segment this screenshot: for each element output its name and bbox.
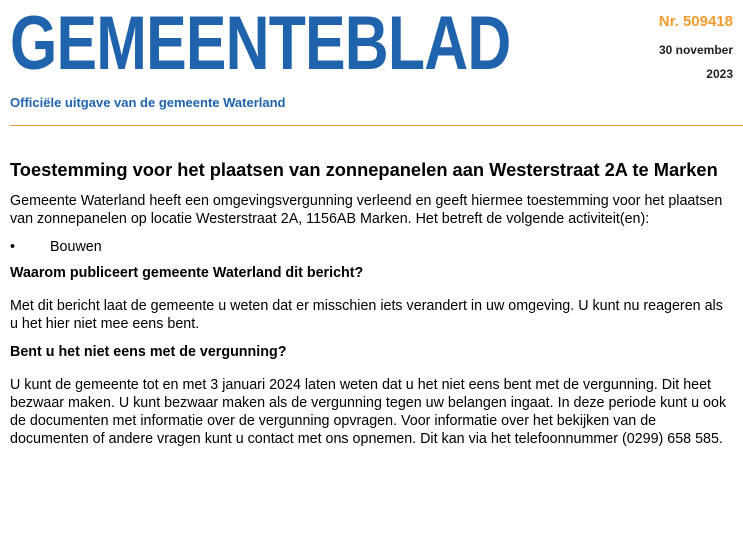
list-item-label: Bouwen: [50, 239, 102, 255]
section-heading-why: Waarom publiceert gemeente Waterland dit bericht?: [10, 265, 364, 281]
document-title: Toestemming voor het plaatsen van zonnepanelen aan Westerstraat 2A te Marken: [10, 159, 718, 180]
section-body-objection: U kunt de gemeente tot en met 3 januari 2024 laten weten dat u het niet eens bent met de vergunning. Dit heet bezwaar maken. U kunt bezwaar maken als de vergunning tegen uw belangen ingaat. In deze periode kunt u ook de documenten met informatie over de vergunning opvragen. Voor informatie over het bekijken van de documenten of andere vragen kunt u contact met ons opnemen. Dit kan via het telefoonnummer (0299) 658 585.: [10, 377, 727, 447]
issue-number: Nr. 509418: [658, 13, 733, 30]
intro-paragraph: Gemeente Waterland heeft een omgevingsvergunning verleend en geeft hiermee toestemming voor het plaatsen van zonnepanelen op locatie Westerstraat 2A, 1156AB Marken. Het betreft de volgende activiteit(en):: [10, 193, 723, 227]
publication-subtitle: Officiële uitgave van de gemeente Waterland: [10, 95, 286, 110]
publication-title: GEMEENTEBLAD: [10, 1, 511, 86]
section-body-why: Met dit bericht laat de gemeente u weten dat er misschien iets verandert in uw omgeving. U kunt nu reageren als u het hier niet mee eens bent.: [10, 298, 723, 332]
header-divider: [10, 125, 743, 126]
list-item: [10, 238, 732, 256]
issue-date: 30 november: [658, 43, 733, 57]
document-body: [10, 158, 732, 458]
issue-info: [659, 12, 733, 82]
activity-list: [10, 238, 732, 256]
bullet-icon: •: [10, 239, 16, 255]
masthead: [0, 0, 743, 128]
issue-year: 2023: [706, 67, 733, 81]
section-heading-objection: Bent u het niet eens met de vergunning?: [10, 344, 287, 360]
